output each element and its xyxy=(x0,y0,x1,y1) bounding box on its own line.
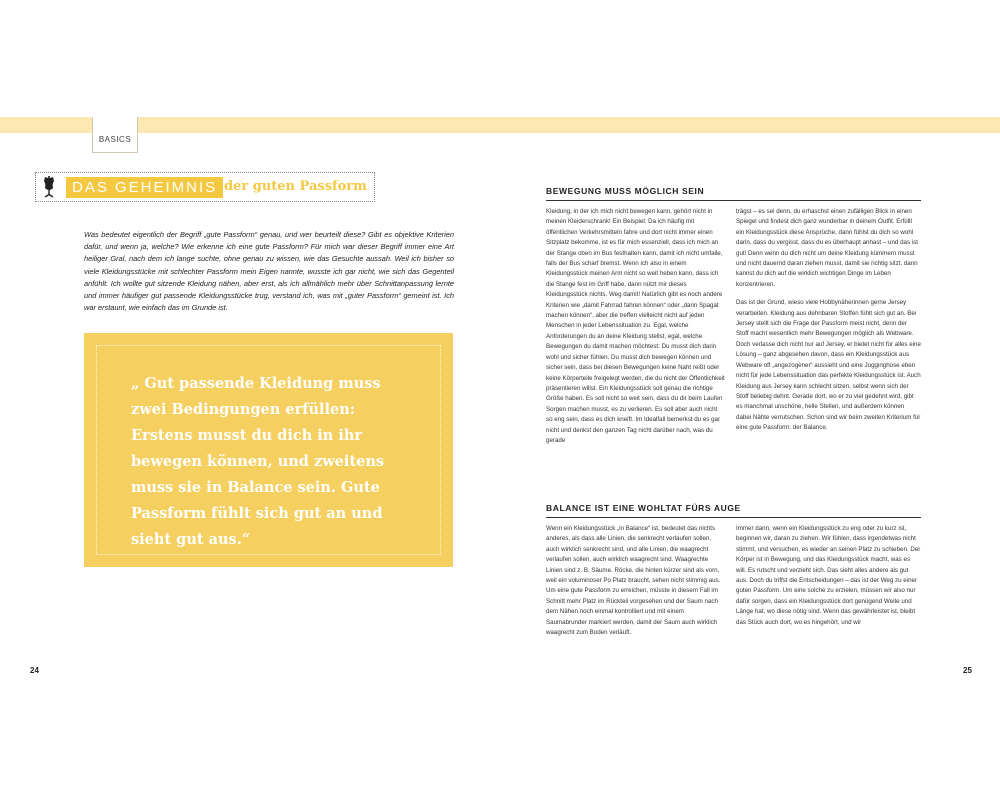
paragraph: Immer dann, wenn ein Kleidungsstück zu eng oder zu kurz ist, beginnen wir, daran zu ziehen. Wir fühlen, dass irgendetwas nicht stimmt, und versuchen, es wieder an seinen Platz zu schieben. Der Körper ist in Bewegung, und das Kleidungsstück macht, was es will. Es rutscht und verzieht sich. Das sieht alles andere als gut aus. Doch du triffst die Entscheidungen – das ist der Weg zu einer guten Passform. Um eine solche zu erzielen, müssen wir also nur dafür sorgen, dass ein Kleidungsstück dort genügend Weite und Länge hat, wo diese nötig sind. Wenn das gewährleistet ist, bleibt das Stück auch dort, wo es hingehört, und wir xyxy=(736,525,921,626)
intro-paragraph: Was bedeutet eigentlich der Begriff „gute Passform“ genau, und wer beurteilt diese? Gibt es objektive Kriterien dafür, und wenn ja, welche? Wie erkenne ich eine gute Passform? Für mich war dieser Begriff immer eine Art heiliger Gral, nach dem ich lange suchte, ohne genau zu wissen, wie das Gesuchte aussah. Weil ich bisher so viele Kleidungsstücke mit schlechter Passform mein Eigen nannte, wusste ich gar nicht, wie sich das Gegenteil anfühlt. Ich wollte gut sitzende Kleidung nähen, aber erst, als ich allmählich mehr über Schnittanpassung lernte und immer häufiger gut passende Kleidungsstücke trug, verstand ich, was mit „guter Passform“ gemeint ist. Ich war erstaunt, wie einfach das im Grunde ist. xyxy=(84,230,454,313)
pull-quote-text: „ Gut passende Kleidung muss zwei Bedingungen erfüllen: Erstens musst du dich in ihr bewegen können, und zweitens muss sie in Balance sein. Gute Passform fühlt sich gut an und sieht gut aus.“ xyxy=(131,375,385,548)
paragraph: Das ist der Grund, wieso viele Hobbynäherinnen gerne Jersey verarbeiten. Kleidung aus dehnbaren Stoffen fühlt sich gut an. Bei Jersey stellt sich die Frage der Passform meist nicht, denn der Stoff macht wesentlich mehr Bewegungen möglich als Webware. Doch verlasse dich nicht nur auf Jersey, er bietet nicht für alles eine Lösung – ganz abgesehen davon, dass ein Kleidungsstück aus Webware oft „angezogener“ aussieht und eine Jogginghose eben nicht für jede Lebenssituation das perfekte Kleidungsstück ist. Auch Kleidung aus Jersey kann schlecht sitzen, selbst wenn sich der Stoff beliebig dehnt. Gerade dort, wo er zu viel gedehnt wird, gibt es manchmal unschöne, helle Stellen, und außerdem können dabei Nähte verrutschen. Schon sind wir beim zweiten Kriterium für eine gute Passform: der Balance. xyxy=(736,299,921,432)
page-number-left: 24 xyxy=(30,666,39,675)
pull-quote-card xyxy=(84,333,453,567)
section-bewegung-col1 xyxy=(546,207,725,454)
section-label: BASICS xyxy=(98,135,132,144)
chapter-title xyxy=(35,172,375,202)
section-balance-col2 xyxy=(736,524,921,636)
dress-form-icon xyxy=(42,176,56,198)
top-band-right xyxy=(138,117,1000,133)
top-band-left xyxy=(0,117,92,133)
section-heading-balance: BALANCE IST EINE WOHLTAT FÜRS AUGE xyxy=(546,503,741,513)
paragraph: trägst – es sei denn, du erhaschst einen zufälligen Blick in einen Spiegel und findest dich ganz wunderbar in deinem Outfit. Erfüllt ein Kleidungsstück diese Ansprüche, dann fühlst du dich so wohl darin, dass du vergisst, dass du es überhaupt anhast – und das ist gut! Denn wenn du dich nicht um deine Kleidung kümmern musst und nicht dauernd daran ziehen musst, damit sie richtig sitzt, dann kannst du dich auf die wirklich wichtigen Dinge im Leben konzentrieren. xyxy=(736,208,918,288)
section-balance-col1 xyxy=(546,524,725,646)
paragraph: Kleidung, in der ich mich nicht bewegen kann, gehört nicht in meinen Kleiderschrank! Ein Beispiel: Da ich häufig mit öffentlichen Verkehrsmitteln fahre und dort nicht immer einen Sitzplatz bekomme, ist es für mich essenziell, dass ich mich an der Stange oben im Bus festhalten kann, damit ich nicht umfalle, falls der Bus scharf bremst. Wenn ich also in einem Kleidungsstück meinen Arm nicht so weit heben kann, dass ich die Stange fest im Griff habe, dann nützt mir dieses Kleidungsstück nichts. Weg damit! Natürlich gibt es noch andere Kriterien wie „damit Fahrrad fahren können“ oder „darin Spagat machen können“, aber die treffen vielleicht nicht auf jeden Menschen in jeder Lebenssituation zu. Egal, welche Anforderungen du an deine Kleidung stellst, egal, welche Bewegungen du damit machen möchtest: Du musst dich darin wohl und sicher fühlen. Du musst dich bewegen können und sicher sein, dass bei diesen Bewegungen keine Naht reißt oder keine Körperteile freigelegt werden, die du nicht der Öffentlichkeit präsentieren willst. Ein Kleidungsstück soll genau die richtige Größe haben. Es soll nicht so weit sein, dass du dir beim Laufen Sorgen machen musst, es zu verlieren. Es soll aber auch nicht so eng sein, dass es dich kneift. Im Idealfall bemerkst du es gar nicht und denkst den ganzen Tag nicht darüber nach, was du gerade xyxy=(546,208,725,444)
section-rule xyxy=(546,200,921,201)
title-main: DAS GEHEIMNIS xyxy=(66,177,223,198)
title-sub: der guten Passform xyxy=(224,179,367,194)
section-heading-bewegung: BEWEGUNG MUSS MÖGLICH SEIN xyxy=(546,186,705,196)
paragraph: Wenn ein Kleidungsstück „in Balance“ ist, bedeutet das nichts anderes, als dass alle Linien, die senkrecht verlaufen sollen, auch wirklich senkrecht sind, und alle Linien, die waagrecht verlaufen sollen, auch wirklich waagrecht sind. Waagrechte Linien sind z. B. Säume. Röcke, die hinten kürzer sind als vorn, weil ein voluminoser Po Platz braucht, sehen nicht stimmig aus. Um eine gute Passform zu erreichen, müsste in diesem Fall im Schnitt mehr Platz im Rückteil vorgesehen und der Saum nach dem Nähen noch einmal kontrolliert und mit einem Saumabrunder markiert werden, damit der Saum auch wirklich waagrecht zum Boden verläuft. xyxy=(546,525,721,637)
page-number-right: 25 xyxy=(963,666,972,675)
section-bewegung-col2 xyxy=(736,207,921,442)
section-rule xyxy=(546,517,921,518)
